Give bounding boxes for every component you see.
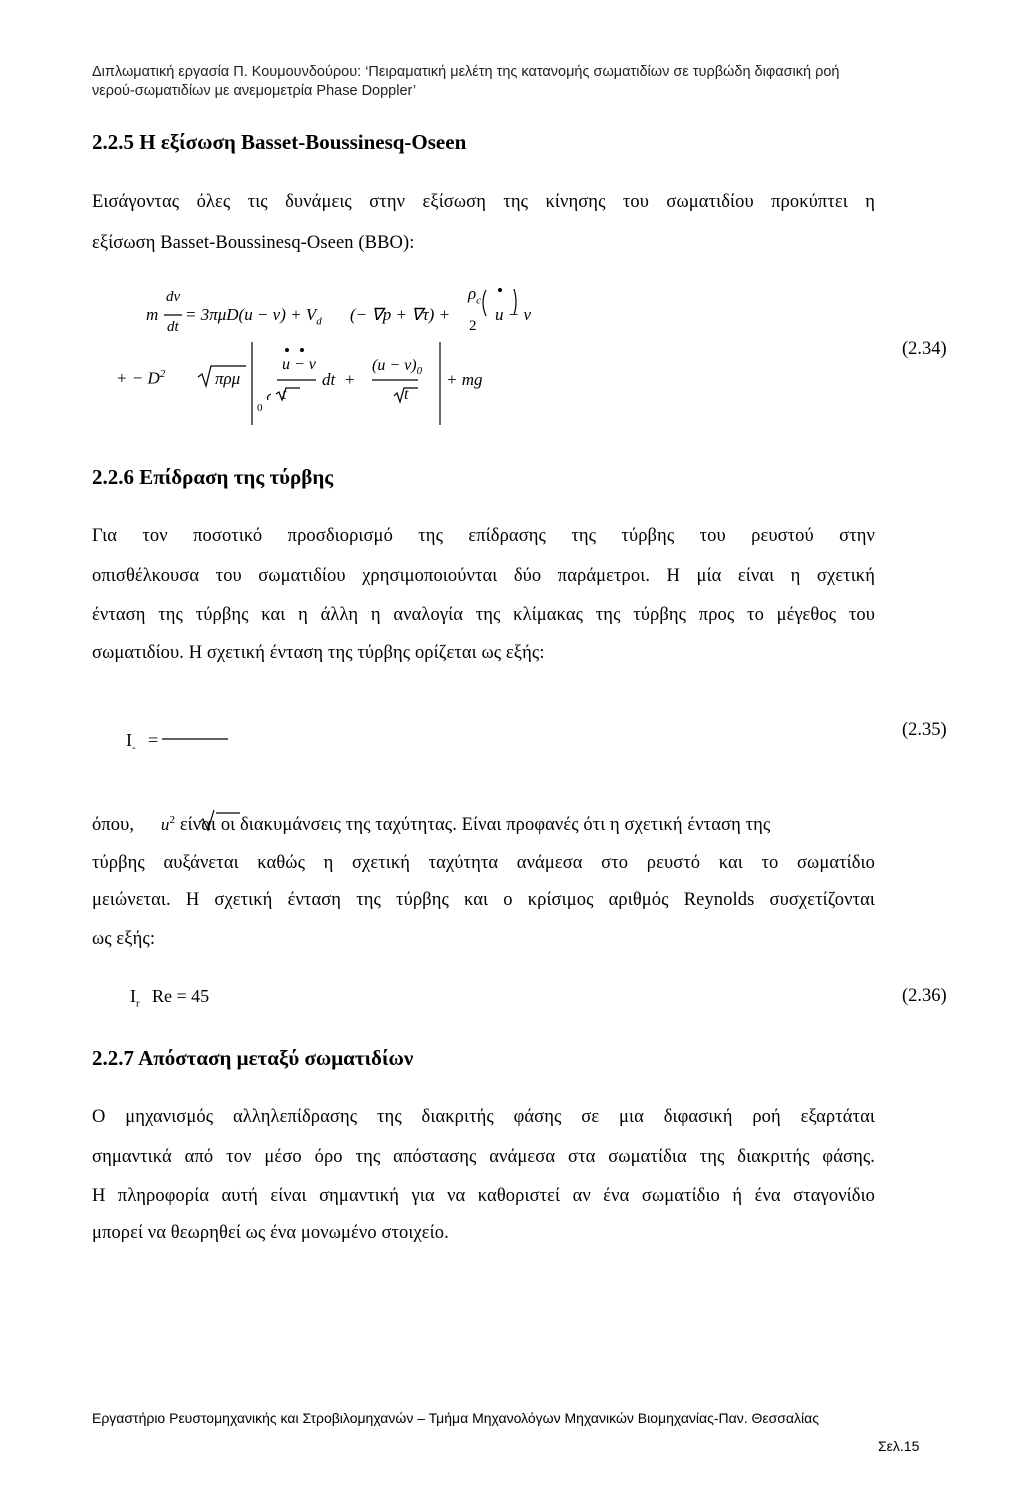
eq-frac2-num: $(u - v)_0$ xyxy=(372,357,423,378)
eq-int-den: t xyxy=(282,386,287,403)
eq-mg: + mg xyxy=(446,370,483,389)
eq-two: 2 xyxy=(469,318,477,334)
footer-institution: Εργαστήριο Ρευστομηχανικής και Στροβιλομηχανών – Τμήμα Μηχανολόγων Μηχανικών Βιομηχανίας-Παν. Θεσσαλίας xyxy=(92,1410,819,1426)
eq-rho: $\rho_c$ xyxy=(468,284,482,307)
header-line-1: Διπλωματική εργασία Π. Κουμουνδούρου: ‘Πειραματική μελέτη της κατανομής σωματιδίων σε τυρβώδη διφασική ροή xyxy=(92,64,840,80)
paragraph-line: εξίσωση Basset-Boussinesq-Oseen (BBO): xyxy=(92,233,415,253)
paragraph-line-with-sqrt: όπου, $u^2$ είναι οι διακυμάνσεις της ταχύτητας. Είναι προφανές ότι η σχετική ένταση της xyxy=(92,814,771,836)
paragraph-line: σωματιδίου. Η σχετική ένταση της τύρβης ορίζεται ως εξής: xyxy=(92,643,545,663)
paragraph-line: Η πληροφορία αυτή είναι σημαντική για να καθοριστεί αν ένα σωματίδιο ή ένα σταγονίδιο xyxy=(92,1186,875,1206)
eq36-lhs: $I_r$ xyxy=(130,986,140,1010)
paragraph-line: μειώνεται. Η σχετική ένταση της τύρβης και ο κρίσιμος αριθμός Reynolds συσχετίζονται xyxy=(92,890,875,910)
eq-uv-dot: u − v xyxy=(495,305,532,324)
eq-term1: = $3\pi\mu D(u - v) + V_d$ xyxy=(185,305,322,328)
page-number: Σελ.15 xyxy=(878,1438,920,1454)
paragraph-line: Ο μηχανισμός αλληλεπίδρασης της διακριτής φάσης σε μια διφασική ροή εξαρτάται xyxy=(92,1107,875,1127)
equation-number-2-34: (2.34) xyxy=(902,339,947,359)
eq-dt: dt xyxy=(167,319,179,335)
eq-dv: dv xyxy=(166,289,181,305)
paragraph-line: Εισάγοντας όλες τις δυνάμεις στην εξίσωση της κίνησης του σωματιδίου προκύπτει η xyxy=(92,192,875,212)
eq-frac2-den: t xyxy=(404,386,409,403)
eq-int-num: u − v xyxy=(282,356,316,373)
eq35-lhs: $I_-$ xyxy=(126,730,136,754)
section-title-2-2-7: 2.2.7 Απόσταση μεταξύ σωματιδίων xyxy=(92,1046,414,1070)
section-title-2-2-6: 2.2.6 Επίδραση της τύρβης xyxy=(92,465,334,489)
section-title-2-2-5: 2.2.5 Η εξίσωση Basset-Boussinesq-Oseen xyxy=(92,130,467,154)
eq-m: m xyxy=(146,305,159,324)
paragraph-line: τύρβης αυξάνεται καθώς η σχετική ταχύτητα ανάμεσα στο ρευστό και το σωματίδιο xyxy=(92,853,875,873)
eq36-rhs: Re = 45 xyxy=(152,986,210,1006)
paragraph-line: Για τον ποσοτικό προσδιορισμό της επίδρασης της τύρβης του ρευστού στην xyxy=(92,526,875,546)
eq35-equals: = xyxy=(148,730,159,750)
paragraph-line: ως εξής: xyxy=(92,929,156,949)
paragraph-line: μπορεί να θεωρηθεί ως ένα μονωμένο στοιχείο. xyxy=(92,1223,449,1243)
paragraph-line: ένταση της τύρβης και η άλλη η αναλογία της κλίμακας της τύρβης προς το μέγεθος του xyxy=(92,605,875,625)
header-line-2: νερού-σωματιδίων με ανεμομετρία Phase Doppler’ xyxy=(92,83,417,99)
eq-plus: + xyxy=(345,370,355,389)
eq-int-lower: 0 xyxy=(257,402,263,414)
equation-number-2-36: (2.36) xyxy=(902,986,947,1006)
eq-sqrt-prm: πρμ xyxy=(215,369,241,388)
eq-term2: (− ∇p + ∇τ) + xyxy=(350,305,451,324)
paragraph-line: οπισθέλκουσα του σωματιδίου χρησιμοποιούνται δύο παράμετροι. Η μία είναι η σχετική xyxy=(92,566,875,586)
eq-dt2: dt xyxy=(322,370,336,389)
eq-line2-lead: + − $D^2$ xyxy=(116,368,166,388)
paragraph-line: σημαντικά από τον μέσο όρο της απόστασης ανάμεσα στα σωματίδια της διακριτής φάσης. xyxy=(92,1147,875,1167)
equation-number-2-35: (2.35) xyxy=(902,720,947,740)
